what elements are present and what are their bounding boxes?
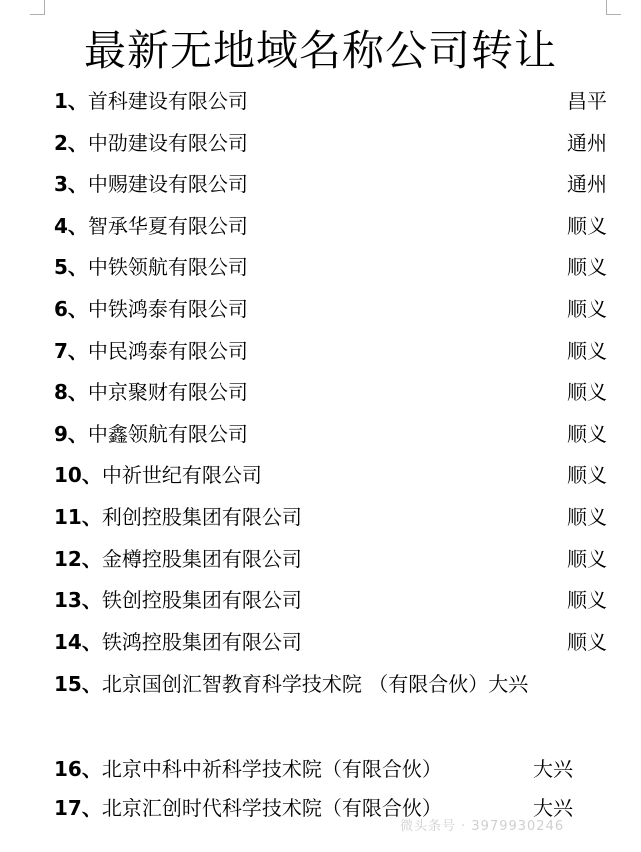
item-number: 8、 <box>54 380 88 404</box>
item-number: 7、 <box>54 339 88 363</box>
company-name: 中铁鸿泰有限公司 <box>87 297 248 321</box>
company-location: 顺义 <box>567 547 607 571</box>
page-corner-mark-left <box>30 0 45 15</box>
item-number: 10、 <box>54 463 102 487</box>
company-name: 中鑫领航有限公司 <box>87 422 248 446</box>
item-number: 2、 <box>54 131 88 155</box>
list-item <box>54 585 607 615</box>
list-item <box>54 252 607 282</box>
item-number: 6、 <box>54 297 88 321</box>
company-location: 顺义 <box>567 505 607 529</box>
company-location: 顺义 <box>567 255 607 279</box>
company-name: 利创控股集团有限公司 <box>101 505 302 529</box>
item-number: 9、 <box>54 422 88 446</box>
company-location: 顺义 <box>567 380 607 404</box>
company-location: 通州 <box>567 131 607 155</box>
company-name: 北京国创汇智教育科学技术院 （有限合伙） <box>101 672 489 696</box>
company-name: 首科建设有限公司 <box>87 89 248 113</box>
company-location: 大兴 <box>488 672 529 696</box>
company-name: 铁鸿控股集团有限公司 <box>101 630 302 654</box>
list-item <box>54 169 607 199</box>
list-item <box>54 86 607 116</box>
company-location: 顺义 <box>567 297 607 321</box>
item-number: 4、 <box>54 214 88 238</box>
list-item <box>54 460 607 490</box>
list-item <box>54 544 607 574</box>
list-item <box>54 377 607 407</box>
list-item <box>54 419 607 449</box>
item-number: 16、 <box>54 757 102 781</box>
company-location: 昌平 <box>567 89 607 113</box>
item-number: 5、 <box>54 255 88 279</box>
list-item <box>54 211 607 241</box>
page-title: 最新无地域名称公司转让 <box>83 26 557 75</box>
list-item-15 <box>54 664 614 704</box>
list-item <box>54 627 607 657</box>
list-item <box>54 128 607 158</box>
list-item <box>54 336 607 366</box>
watermark: 微头条号 · 3979930246 <box>400 819 565 834</box>
page-corner-mark-right <box>606 0 621 15</box>
item-number: 12、 <box>54 547 102 571</box>
company-name: 智承华夏有限公司 <box>87 214 248 238</box>
company-name: 中劭建设有限公司 <box>87 131 248 155</box>
company-location: 顺义 <box>567 339 607 363</box>
company-name: 金樽控股集团有限公司 <box>101 547 302 571</box>
company-name: 中赐建设有限公司 <box>87 172 248 196</box>
item-number: 11、 <box>54 505 102 529</box>
company-name: 中民鸿泰有限公司 <box>87 339 248 363</box>
company-name: 北京汇创时代科学技术院（有限合伙） <box>101 796 442 820</box>
company-name: 中铁领航有限公司 <box>87 255 248 279</box>
list-item <box>54 502 607 532</box>
company-location: 顺义 <box>567 422 607 446</box>
item-number: 15、 <box>54 672 102 696</box>
company-location: 通州 <box>567 172 607 196</box>
company-location: 大兴 <box>533 757 573 781</box>
company-name: 铁创控股集团有限公司 <box>101 588 302 612</box>
company-location: 顺义 <box>567 588 607 612</box>
item-number: 17、 <box>54 796 102 820</box>
company-location: 顺义 <box>567 630 607 654</box>
company-name: 北京中科中祈科学技术院（有限合伙） <box>101 757 442 781</box>
item-number: 3、 <box>54 172 88 196</box>
company-location: 顺义 <box>567 463 607 487</box>
list-item-16 <box>54 754 607 784</box>
item-number: 1、 <box>54 89 88 113</box>
list-item <box>54 294 607 324</box>
company-location: 大兴 <box>533 796 573 820</box>
item-number: 13、 <box>54 588 102 612</box>
company-name: 中京聚财有限公司 <box>87 380 248 404</box>
company-location: 顺义 <box>567 214 607 238</box>
company-name: 中祈世纪有限公司 <box>101 463 262 487</box>
item-number: 14、 <box>54 630 102 654</box>
